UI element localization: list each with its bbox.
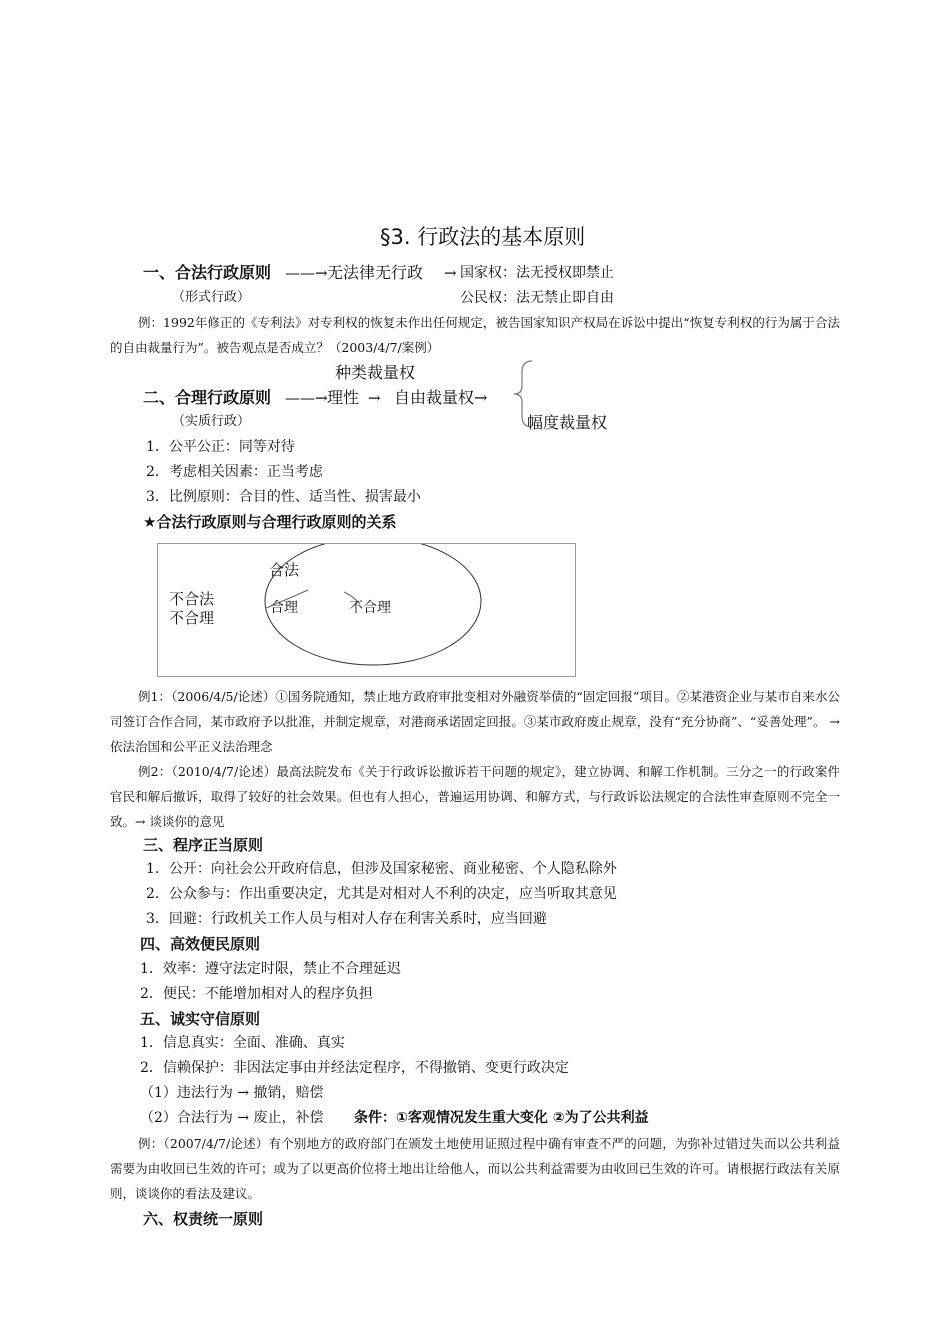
arrow: ——→ <box>285 389 328 407</box>
arrow: → <box>444 264 457 282</box>
list-item: 2．便民：不能增加相对人的程序负担 <box>140 986 373 1002</box>
list-item: 1．公开：向社会公开政府信息，但涉及国家秘密、商业秘密、个人隐私除外 <box>146 861 617 877</box>
concept-rationality: 理性 <box>327 388 360 407</box>
relation-title: ★合法行政原则与合理行政原则的关系 <box>143 513 397 531</box>
list-item: 1．效率：遵守法定时限，禁止不合理延迟 <box>140 961 401 977</box>
section-2-note: （实质行政） <box>172 414 251 429</box>
list-item: 2．考虑相关因素：正当考虑 <box>146 464 323 480</box>
sub-item-illegal-act: （1）违法行为 → 撤销，赔偿 <box>140 1085 324 1101</box>
list-item: 1．公平公正：同等对待 <box>146 439 295 455</box>
section-4-heading: 四、高效便民原则 <box>140 935 261 953</box>
relation-diagram <box>157 543 576 677</box>
section-3-heading: 三、程序正当原则 <box>143 836 264 854</box>
section-6-heading: 六、权责统一原则 <box>143 1210 264 1228</box>
section-1-example: 例：1992年修正的《专利法》对专利权的恢复未作出任何规定，被告国家知识产权局在诉讼中提出“恢复专利权的行为属于合法的自由裁量行为”。被告观点是否成立？（2003/4/7/案例） <box>110 315 840 355</box>
outside-unreasonable-label: 不合理 <box>169 609 215 627</box>
arrow: → <box>368 389 381 407</box>
concept-no-law-no-administration: 无法律无行政 <box>327 263 424 282</box>
state-power-text: 国家权：法无授权即禁止 <box>460 265 614 281</box>
condition-text: 条件：①客观情况发生重大变化 ②为了公共利益 <box>354 1110 649 1126</box>
branch-range-discretion: 幅度裁量权 <box>527 413 608 432</box>
list-item: 3．回避：行政机关工作人员与相对人存在利害关系时，应当回避 <box>146 911 547 927</box>
section-1-heading: 一、合法行政原则 <box>143 263 272 282</box>
citizen-right-text: 公民权：法无禁止即自由 <box>460 290 614 306</box>
section-2-example-2: 例2：（2010/4/7/论述）最高法院发布《关于行政诉讼撤诉若干问题的规定》，建立协调、和解工作机制。三分之一的行政案件官民和解后撤诉，取得了较好的社会效果。但也有人担心，普遍运用协调、和解方式，与行政诉讼法规定的合法性审查原则不完全一致。→ 谈谈你的意见 <box>110 764 840 829</box>
list-item: 3．比例原则：合目的性、适当性、损害最小 <box>146 489 421 505</box>
legal-label: 合法 <box>269 561 300 579</box>
section-1-note: （形式行政） <box>172 290 251 305</box>
list-item: 2．公众参与：作出重要决定，尤其是对相对人不利的决定，应当听取其意见 <box>146 886 617 902</box>
arrow: ——→ <box>285 264 328 282</box>
list-item: 2．信赖保护：非因法定事由并经法定程序，不得撤销、变更行政决定 <box>140 1060 569 1076</box>
section-2-example-1: 例1：（2006/4/5/论述）①国务院通知，禁止地方政府审批变相对外融资举债的“固定回报”项目。②某港资企业与某市自来水公司签订合作合同，某市政府予以批准，并制定规章，对港商承诺固定回报。③某市政府废止规章，没有“充分协商”、“妥善处理”。 → 依法治国和公平正义法治理念 <box>110 689 840 754</box>
list-item: 1．信息真实：全面、准确、真实 <box>140 1035 345 1051</box>
concept-discretion: 自由裁量权→ <box>394 388 488 407</box>
reasonable-label: 合理 <box>270 600 298 616</box>
page-title: §3. 行政法的基本原则 <box>380 225 586 249</box>
branch-type-discretion: 种类裁量权 <box>335 363 416 382</box>
sub-item-legal-act: （2）合法行为 → 废止，补偿 <box>140 1110 324 1126</box>
section-2-heading: 二、合理行政原则 <box>143 388 272 407</box>
unreasonable-label: 不合理 <box>349 600 391 616</box>
outside-illegal-label: 不合法 <box>169 590 215 608</box>
section-5-example: 例：（2007/4/7/论述）有个别地方的政府部门在颁发土地使用证照过程中确有审查不严的问题，为弥补过错过失而以公共利益需要为由收回已生效的许可；或为了以更高价位将土地出让给他人，而以公共利益需要为由收回已生效的许可。请根据行政法有关原则，谈谈你的看法及建议。 <box>110 1136 840 1201</box>
section-5-heading: 五、诚实守信原则 <box>140 1010 261 1028</box>
